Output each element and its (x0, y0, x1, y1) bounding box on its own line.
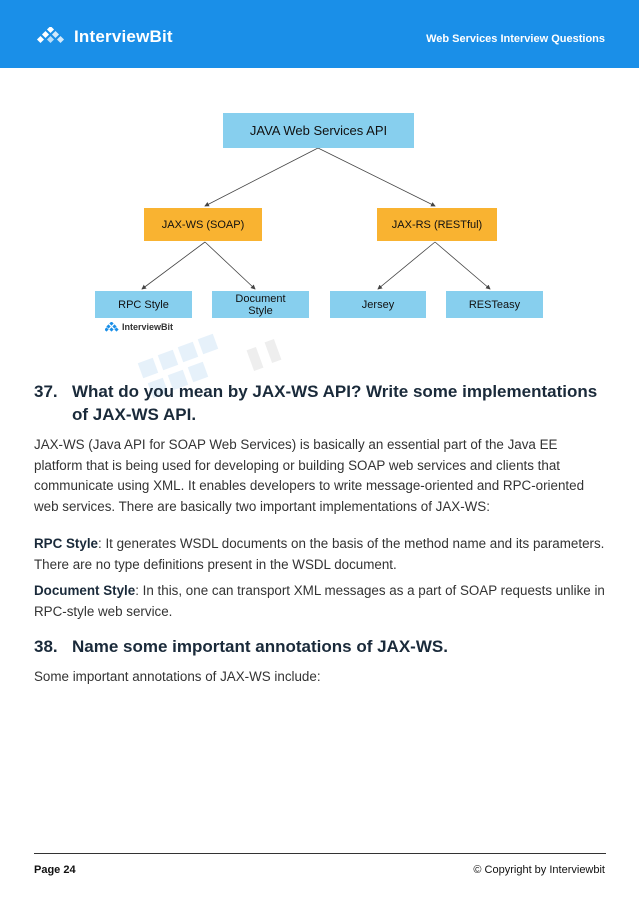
rpc-style-label: RPC Style (34, 536, 98, 551)
jax-api-tree-diagram (0, 100, 639, 360)
question-37-intro: JAX-WS (Java API for SOAP Web Services) is basically an essential part of the Java EE platform that is being used for developing or building SOAP web services and clients that communicate using XML. It enables developers to write message-oriented and RPC-oriented web services. There are basically two important implementations of JAX-WS: (34, 437, 585, 514)
page-header (0, 0, 639, 68)
question-title: What do you mean by JAX-WS API? Write some implementations of JAX-WS API. (72, 382, 598, 424)
diagram-rpc-style-node: RPC Style (95, 291, 192, 318)
document-style-label: Document Style (34, 583, 136, 598)
diagram-jax-rs-node: JAX-RS (RESTful) (377, 208, 497, 241)
question-number: 38. (34, 637, 58, 656)
rpc-style-paragraph (34, 534, 606, 575)
question-38-heading (34, 635, 606, 658)
diagram-root-node: JAVA Web Services API (223, 113, 414, 148)
diagram-resteasy-node: RESTeasy (446, 291, 543, 318)
document-style-paragraph (34, 581, 606, 622)
diagram-jersey-node: Jersey (330, 291, 426, 318)
diagram-document-style-node: Document Style (212, 291, 309, 318)
question-number: 37. (34, 382, 58, 401)
connector-right-jersey (378, 242, 435, 289)
connector-root-right (318, 148, 435, 206)
connector-root-left (205, 148, 318, 206)
main-content (34, 380, 606, 688)
question-title: Name some important annotations of JAX-WS. (72, 637, 448, 656)
question-38-intro: Some important annotations of JAX-WS include: (34, 669, 321, 684)
diagram-jax-ws-node: JAX-WS (SOAP) (144, 208, 262, 241)
connector-right-resteasy (435, 242, 490, 289)
document-style-text: : In this, one can transport XML messages as a part of SOAP requests unlike in RPC-style web service. (34, 583, 605, 619)
rpc-style-text: : It generates WSDL documents on the basis of the method name and its parameters. There are no type definitions present in the WSDL document. (34, 536, 605, 572)
page-number: Page 24 (34, 864, 76, 876)
document-title: Web Services Interview Questions (426, 33, 605, 45)
brand-logo (34, 26, 173, 48)
brand-name: InterviewBit (74, 27, 173, 46)
copyright-notice: © Copyright by Interviewbit (473, 864, 605, 876)
watermark-brand: InterviewBit (122, 322, 174, 332)
footer-divider (34, 853, 606, 854)
connector-left-rpc (142, 242, 205, 289)
connector-left-document (205, 242, 255, 289)
interviewbit-logo-icon (34, 27, 68, 47)
interviewbit-logo-icon (105, 322, 119, 332)
question-37-heading (34, 380, 606, 426)
